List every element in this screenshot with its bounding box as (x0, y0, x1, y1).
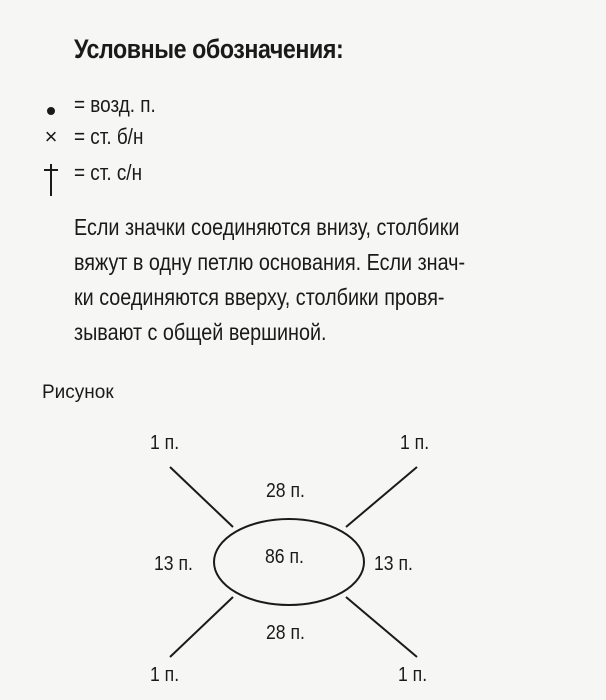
label-top: 28 п. (266, 480, 305, 502)
label-bottom: 28 п. (266, 622, 305, 644)
note-line: вяжут в одну петлю основания. Если знач- (74, 249, 466, 275)
figure-caption: Рисунок (42, 382, 114, 403)
legend-text-chain: = возд. п. (74, 92, 156, 117)
label-corner-top-right: 1 п. (400, 432, 430, 454)
label-left: 13 п. (154, 553, 193, 575)
ray-bottom-right (346, 597, 417, 657)
legend-text-dc: = ст. с/н (74, 160, 143, 185)
ray-top-right (346, 467, 417, 527)
ray-top-left (170, 467, 233, 527)
note-line: Если значки соединяются внизу, столбики (74, 214, 460, 240)
cross-icon: × (44, 124, 58, 149)
note-line: зывают с общей вершиной. (74, 319, 327, 345)
label-corner-bottom-left: 1 п. (150, 664, 180, 686)
label-corner-bottom-right: 1 п. (398, 664, 428, 686)
legend-text-sc: = ст. б/н (74, 124, 144, 149)
ray-bottom-left (170, 597, 233, 657)
label-center: 86 п. (265, 546, 304, 568)
label-corner-top-left: 1 п. (150, 432, 180, 454)
label-right: 13 п. (374, 553, 413, 575)
note-line: ки соединяются вверху, столбики провя- (74, 284, 445, 310)
legend-title: Условные обозначения: (74, 34, 344, 64)
